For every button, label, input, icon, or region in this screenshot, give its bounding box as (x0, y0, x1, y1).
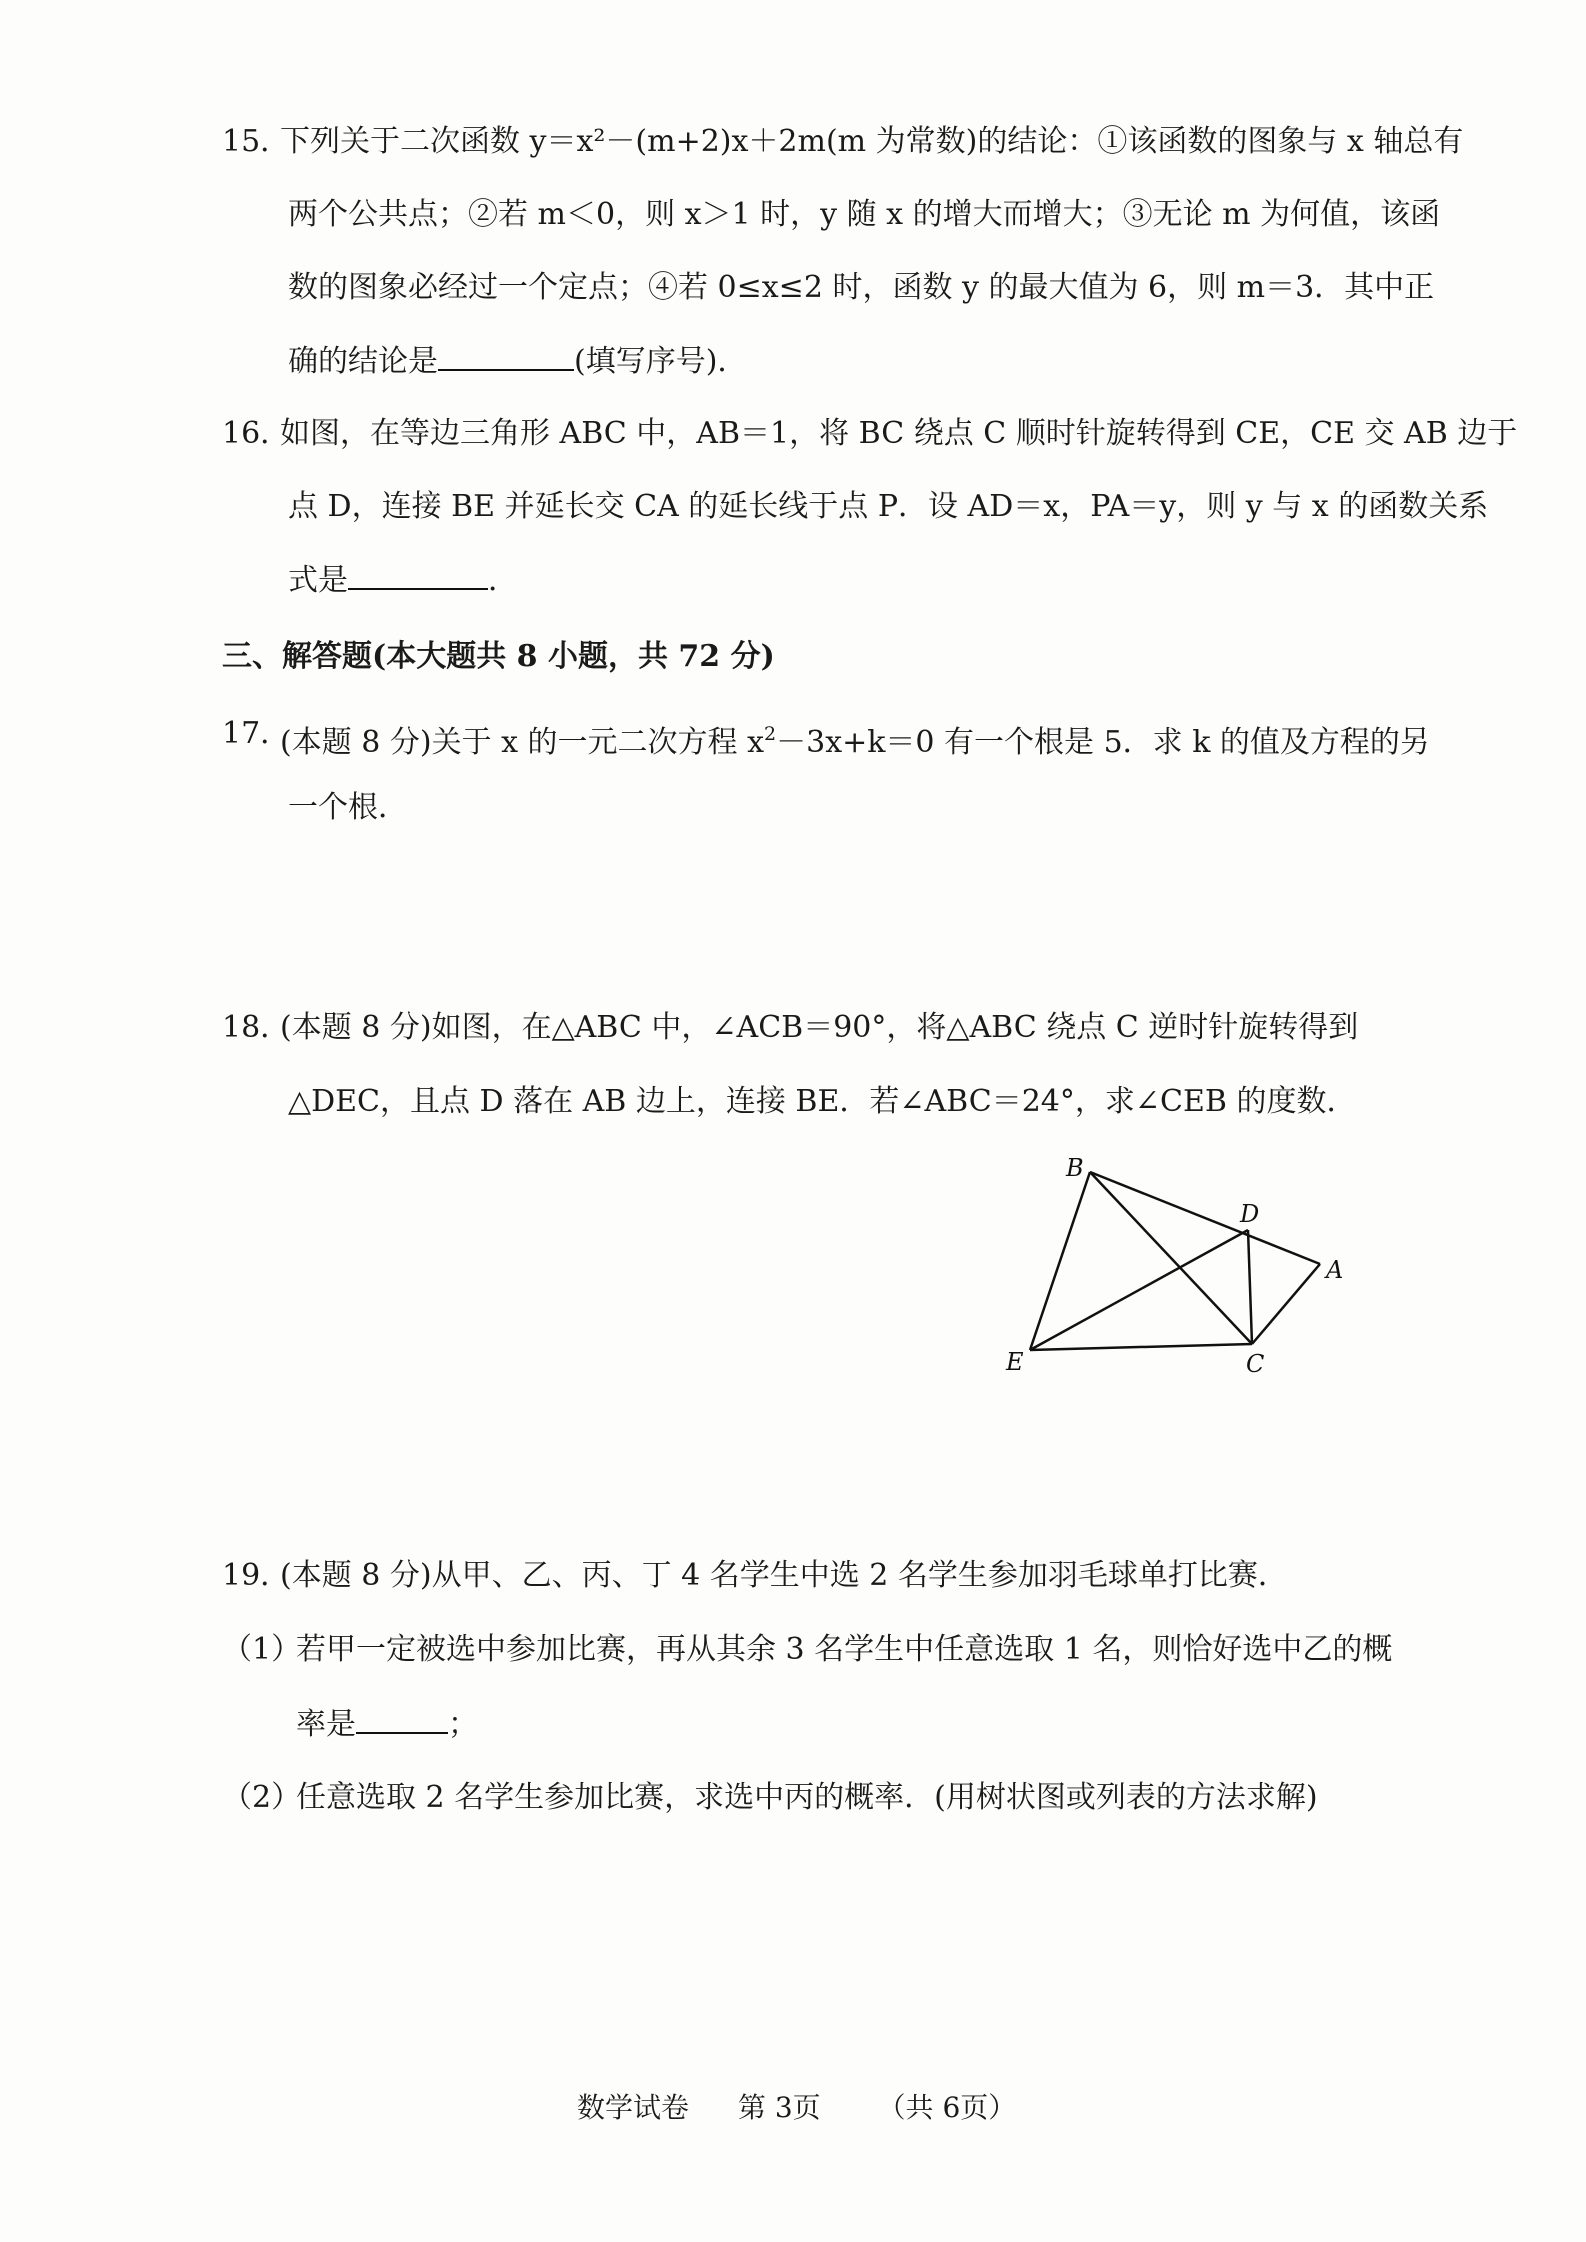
segment-bc (1090, 1172, 1252, 1344)
q15-number: 15． (222, 124, 291, 159)
q15-line-3: 数的图象必经过一个定点；④若 0≤x≤2 时，函数 y 的最大值为 6，则 m＝3．其中正 (288, 270, 1435, 305)
q15-line-4-text: 确的结论是 (288, 344, 438, 379)
label-d: D (1240, 1200, 1260, 1228)
q17-number: 17． (222, 716, 291, 751)
q17-exponent: 2 (764, 723, 777, 745)
segment-ed (1030, 1230, 1248, 1350)
q19-part-1-line-2 (296, 1704, 478, 1745)
footer-page: 第 3页 (737, 2091, 821, 2124)
q16-line-3-tail: ． (488, 563, 518, 598)
segment-ab (1090, 1172, 1320, 1264)
q15-line-4-tail: (填写序号)． (574, 344, 748, 379)
q16-line-3-text: 式是 (288, 563, 348, 598)
label-b: B (1066, 1154, 1084, 1182)
q19-part-1-number: （1） (222, 1632, 302, 1667)
q15-line-4 (288, 341, 747, 382)
q19-line-1: (本题 8 分)从甲、乙、丙、丁 4 名学生中选 2 名学生参加羽毛球单打比赛． (280, 1558, 1288, 1593)
footer-total: （共 6页） (877, 2091, 1017, 2124)
q16-line-2: 点 D，连接 BE 并延长交 CA 的延长线于点 P．设 AD＝x，PA＝y，则 y 与 x 的函数关系 (288, 489, 1489, 524)
segment-dc (1248, 1230, 1252, 1344)
q19-number: 19． (222, 1558, 291, 1593)
q17-line-2: 一个根． (288, 790, 408, 825)
q17-line-1 (280, 714, 1430, 763)
q15-answer-blank (438, 341, 574, 371)
q16-line-3 (288, 560, 518, 601)
q19-part-2-line-1: 任意选取 2 名学生参加比赛，求选中丙的概率．(用树状图或列表的方法求解) (296, 1780, 1318, 1815)
label-a: A (1326, 1256, 1344, 1284)
footer-subject: 数学试卷 (577, 2091, 690, 2124)
q18-number: 18． (222, 1010, 291, 1045)
section-3-title: 三、解答题 (222, 639, 372, 674)
q15-line-2: 两个公共点；②若 m＜0，则 x＞1 时，y 随 x 的增大而增大；③无论 m 为何值，该函 (288, 197, 1441, 232)
q19-answer-blank (356, 1704, 448, 1734)
section-3-heading (222, 637, 775, 677)
q18-line-2: △DEC，且点 D 落在 AB 边上，连接 BE．若∠ABC＝24°，求∠CEB 的度数． (288, 1084, 1357, 1119)
q19-part-1-line-1: 若甲一定被选中参加比赛，再从其余 3 名学生中任意选取 1 名，则恰好选中乙的概 (296, 1632, 1393, 1667)
q19-part-1-line-2-text: 率是 (296, 1707, 356, 1742)
q18-triangle-figure (990, 1150, 1370, 1390)
q16-number: 16． (222, 416, 291, 451)
q16-line-1: 如图，在等边三角形 ABC 中，AB＝1，将 BC 绕点 C 顺时针旋转得到 CE，CE 交 AB 边于 (280, 416, 1518, 451)
segment-ca (1252, 1264, 1320, 1344)
q17-line-1-b: －3x+k＝0 有一个根是 5．求 k 的值及方程的另 (776, 725, 1430, 760)
q17-line-1-a: (本题 8 分)关于 x 的一元二次方程 x (280, 725, 765, 760)
q15-line-1: 下列关于二次函数 y＝x²－(m+2)x＋2m(m 为常数)的结论：①该函数的图象与 x 轴总有 (280, 124, 1464, 159)
footer (577, 2086, 1016, 2126)
q19-part-2-number: （2） (222, 1780, 302, 1815)
section-3-note: (本大题共 8 小题，共 72 分) (372, 639, 775, 674)
label-e: E (1006, 1348, 1024, 1376)
segment-ec (1030, 1344, 1252, 1350)
q18-line-1: (本题 8 分)如图，在△ABC 中，∠ACB＝90°，将△ABC 绕点 C 逆时针旋转得到 (280, 1010, 1359, 1045)
label-c: C (1246, 1350, 1265, 1378)
q16-answer-blank (348, 560, 488, 590)
q19-part-1-line-2-tail: ； (448, 1707, 478, 1742)
